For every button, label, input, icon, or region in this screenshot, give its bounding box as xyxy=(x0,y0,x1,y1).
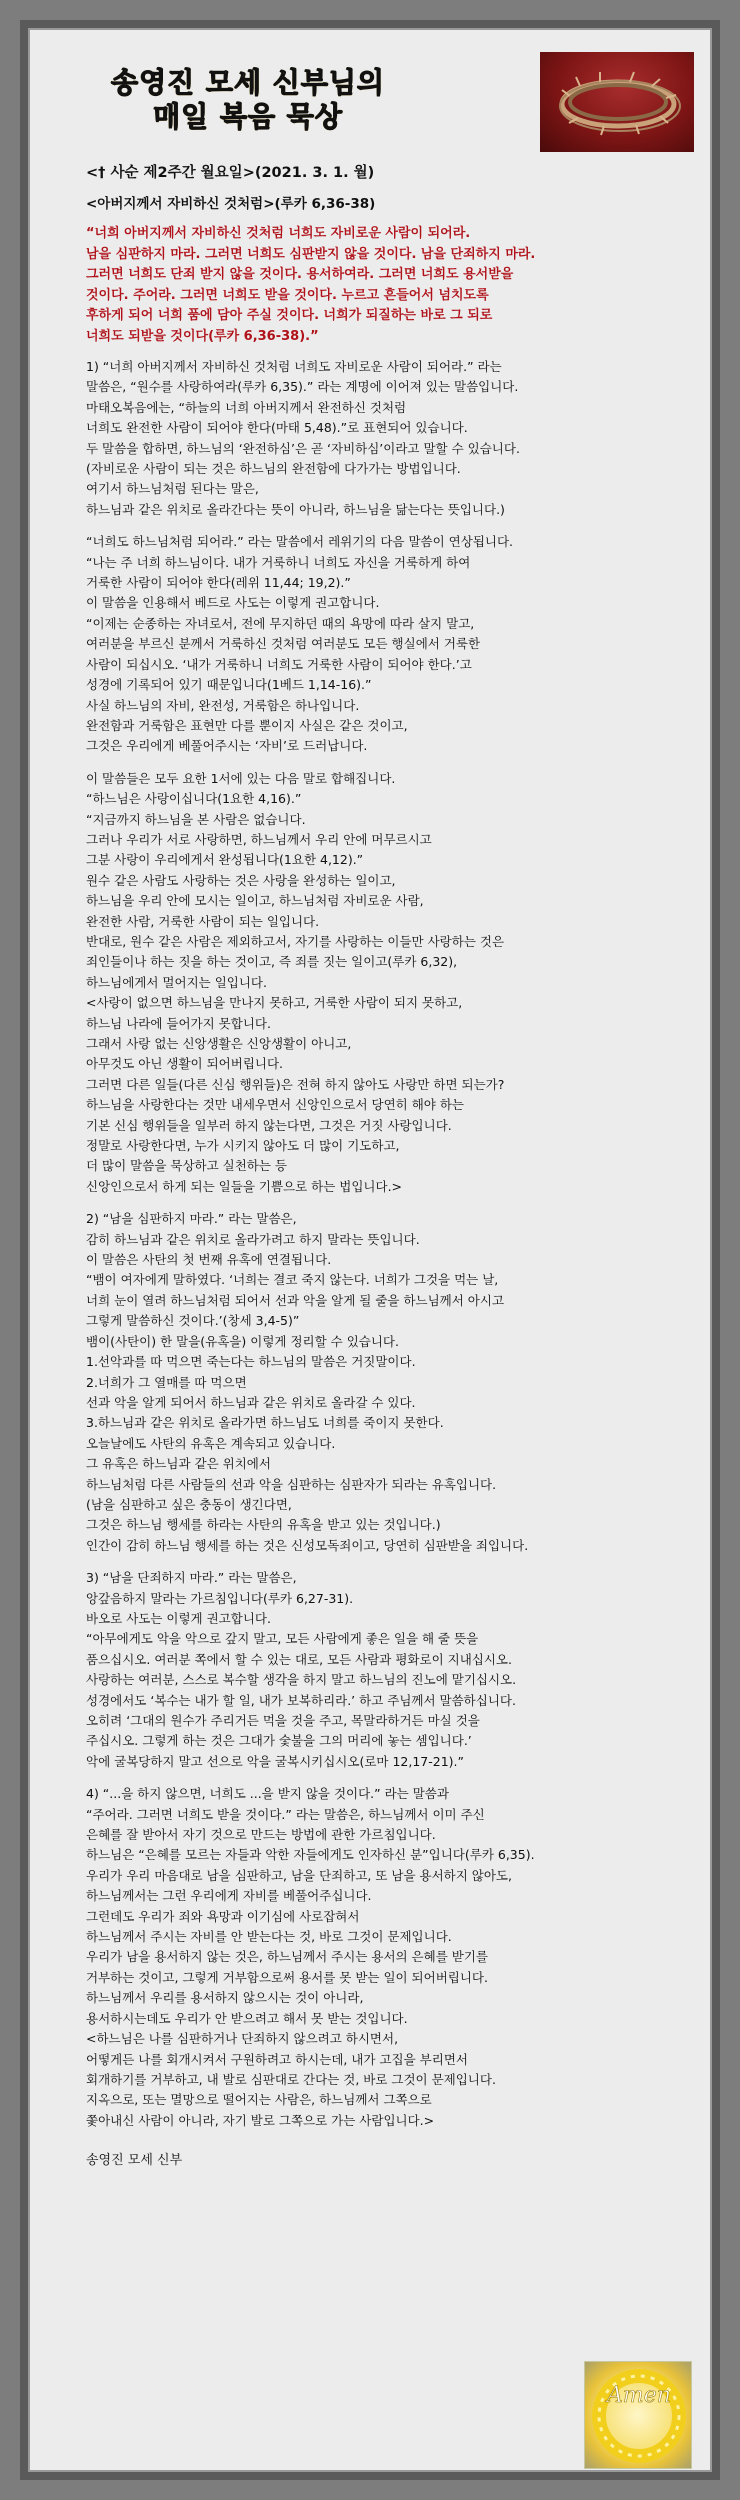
text-line: 여러분을 부르신 분께서 거룩하신 것처럼 여러분도 모든 행실에서 거룩한 xyxy=(86,636,481,652)
text-line: 바오로 사도는 이렇게 권고합니다. xyxy=(86,1610,271,1626)
text-line: 그것은 하느님 행세를 하라는 사탄의 유혹을 받고 있는 것입니다.) xyxy=(86,1517,441,1533)
header xyxy=(28,28,712,158)
page-title xyxy=(68,66,428,134)
text-line: 그러나 우리가 서로 사랑하면, 하느님께서 우리 안에 머무르시고 xyxy=(86,831,432,847)
text-line: <하느님은 나를 심판하거나 단죄하지 않으려고 하시면서, xyxy=(86,2031,399,2047)
text-line: 오히려 ‘그대의 원수가 주리거든 먹을 것을 주고, 목말라하거든 마실 것을 xyxy=(86,1713,480,1728)
amen-flower-wreath-icon xyxy=(584,2361,692,2469)
text-line: 사람이 되십시오. ‘내가 거룩하니 너희도 거룩한 사람이 되어야 한다.’고 xyxy=(86,656,472,672)
meditation-paragraph xyxy=(86,357,696,520)
page-frame xyxy=(20,20,720,2480)
text-line: 이 말씀들은 모두 요한 1서에 있는 다음 말로 합해집니다. xyxy=(86,770,396,786)
text-line: 우리가 남을 용서하지 않는 것은, 하느님께서 주시는 용서의 은혜를 받기를 xyxy=(86,1949,488,1965)
gospel-line: 그러면 너희도 단죄 받지 않을 것이다. 용서하여라. 그러면 너희도 용서받을 xyxy=(86,267,514,282)
text-line: (남을 심판하고 싶은 충동이 생긴다면, xyxy=(86,1496,292,1512)
date-line: <† 사순 제2주간 월요일>(2021. 3. 1. 월) xyxy=(86,165,375,181)
crown-of-thorns-icon xyxy=(540,52,694,152)
text-line: <사랑이 없으면 하느님을 만나지 못하고, 거룩한 사람이 되지 못하고, xyxy=(86,995,463,1011)
text-line: 지옥으로, 또는 멸망으로 떨어지는 사람은, 하느님께서 그쪽으로 xyxy=(86,2092,432,2108)
amen-text: Amen xyxy=(607,2383,671,2408)
text-line: 신앙인으로서 하게 되는 일들을 기쁨으로 하는 법입니다.> xyxy=(86,1178,403,1194)
text-line: 하느님은 “은혜를 모르는 자들과 악한 자들에게도 인자하신 분”입니다(루카 6,35). xyxy=(86,1847,535,1863)
text-line: 하느님께서 주시는 자비를 안 받는다는 것, 바로 그것이 문제입니다. xyxy=(86,1929,452,1945)
text-line: 3.하느님과 같은 위치로 올라가면 하느님도 너희를 죽이지 못한다. xyxy=(86,1415,444,1431)
text-line: “이제는 순종하는 자녀로서, 전에 무지하던 때의 욕망에 따라 살지 말고, xyxy=(86,615,475,631)
text-line: 1) “너희 아버지께서 자비하신 것처럼 너희도 자비로운 사람이 되어라.” 라는 xyxy=(86,359,502,374)
text-line: 완전한 사람, 거룩한 사람이 되는 일입니다. xyxy=(86,913,320,929)
text-line: 그런데도 우리가 죄와 욕망과 이기심에 사로잡혀서 xyxy=(86,1908,360,1924)
text-line: 그러면 다른 일들(다른 신심 행위들)은 전혀 하지 않아도 사랑만 하면 되는가? xyxy=(86,1076,505,1092)
text-line: 하느님에게서 멀어지는 일입니다. xyxy=(86,974,267,990)
text-line: 선과 악을 알게 되어서 하느님과 같은 위치로 올라갈 수 있다. xyxy=(86,1394,416,1410)
text-line: 원수 같은 사람도 사랑하는 것은 사랑을 완성하는 일이고, xyxy=(86,872,396,888)
title-line-1: 송영진 모세 신부님의 xyxy=(68,66,428,100)
content xyxy=(86,161,696,2168)
text-line: 감히 하느님과 같은 위치로 올라가려고 하지 말라는 뜻입니다. xyxy=(86,1231,420,1247)
text-line: “주어라. 그러면 너희도 받을 것이다.” 라는 말씀은, 하느님께서 이미 주신 xyxy=(86,1806,485,1822)
text-line: 더 많이 말씀을 묵상하고 실천하는 등 xyxy=(86,1158,287,1174)
gospel-line: 너희도 되받을 것이다(루카 6,36-38).” xyxy=(86,328,319,344)
text-line: 그 유혹은 하느님과 같은 위치에서 xyxy=(86,1456,271,1472)
gospel-reference: <아버지께서 자비하신 것처럼>(루카 6,36-38) xyxy=(86,196,376,212)
text-line: 성경에서도 ‘복수는 내가 할 일, 내가 보복하리라.’ 하고 주님께서 말씀하십니다. xyxy=(86,1692,516,1708)
text-line: 하느님을 우리 안에 모시는 일이고, 하느님처럼 자비로운 사람, xyxy=(86,893,424,909)
text-line: 사랑하는 여러분, 스스로 복수할 생각을 하지 말고 하느님의 진노에 맡기십시오. xyxy=(86,1672,517,1688)
text-line: 이 말씀을 인용해서 베드로 사도는 이렇게 권고합니다. xyxy=(86,595,380,611)
meditation-paragraph xyxy=(86,1209,696,1556)
text-line: 두 말씀을 합하면, 하느님의 ‘완전하심’은 곧 ‘자비하심’이라고 말할 수 있습니다. xyxy=(86,440,520,456)
text-line: 죄인들이나 하는 짓을 하는 것이고, 즉 죄를 짓는 일이고(루카 6,32), xyxy=(86,954,458,970)
text-line: 여기서 하느님처럼 된다는 말은, xyxy=(86,481,259,497)
text-line: 4) “...을 하지 않으면, 너희도 ...을 받지 않을 것이다.” 라는 말씀과 xyxy=(86,1786,449,1802)
text-line: 우리가 우리 마음대로 남을 심판하고, 남을 단죄하고, 또 남을 용서하지 않아도, xyxy=(86,1867,512,1883)
meditation-paragraph xyxy=(86,769,696,1198)
text-line: 하느님께서 우리를 용서하지 않으시는 것이 아니라, xyxy=(86,1990,364,2006)
text-line: 거부하는 것이고, 그렇게 거부함으로써 용서를 못 받는 일이 되어버립니다. xyxy=(86,1969,488,1985)
meditation-paragraph xyxy=(86,1784,696,2131)
text-line: 그렇게 말씀하신 것이다.’(창세 3,4-5)” xyxy=(86,1313,300,1329)
gospel-line: 남을 심판하지 마라. 그러면 너희도 심판받지 않을 것이다. 남을 단죄하지 마라. xyxy=(86,246,536,262)
text-line: 2) “남을 심판하지 마라.” 라는 말씀은, xyxy=(86,1211,297,1227)
text-line: 하느님을 사랑한다는 것만 내세우면서 신앙인으로서 당연히 해야 하는 xyxy=(86,1097,464,1113)
meditation-body xyxy=(86,357,696,2131)
text-line: 주십시오. 그렇게 하는 것은 그대가 숯불을 그의 머리에 놓는 셈입니다.’ xyxy=(86,1733,472,1749)
text-line: 정말로 사랑한다면, 누가 시키지 않아도 더 많이 기도하고, xyxy=(86,1138,400,1154)
text-line: 품으십시오. 여러분 쪽에서 할 수 있는 대로, 모든 사람과 평화로이 지내십시오. xyxy=(86,1651,512,1667)
gospel-line: 것이다. 주어라. 그러면 너희도 받을 것이다. 누르고 흔들어서 넘치도록 xyxy=(86,287,489,303)
text-line: 은혜를 잘 받아서 자기 것으로 만드는 방법에 관한 가르침입니다. xyxy=(86,1827,436,1843)
text-line: 그래서 사랑 없는 신앙생활은 신앙생활이 아니고, xyxy=(86,1036,352,1051)
text-line: 기본 신심 행위들을 일부러 하지 않는다면, 그것은 거짓 사랑입니다. xyxy=(86,1117,452,1133)
text-line: “너희도 하느님처럼 되어라.” 라는 말씀에서 레위기의 다음 말씀이 연상됩니다. xyxy=(86,534,514,550)
text-line: 아무것도 아닌 생활이 되어버립니다. xyxy=(86,1056,284,1072)
meditation-paragraph xyxy=(86,1568,696,1772)
text-line: 너희 눈이 열려 하느님처럼 되어서 선과 악을 알게 될 줄을 하느님께서 아시고 xyxy=(86,1292,505,1308)
text-line: 하느님께서는 그런 우리에게 자비를 베풀어주십니다. xyxy=(86,1888,372,1904)
text-line: 완전함과 거룩함은 표현만 다를 뿐이지 사실은 같은 것이고, xyxy=(86,717,408,733)
text-line: 하느님과 같은 위치로 올라간다는 뜻이 아니라, 하느님을 닮는다는 뜻입니다.) xyxy=(86,501,505,517)
text-line: 인간이 감히 하느님 행세를 하는 것은 신성모독죄이고, 당연히 심판받을 죄입니다. xyxy=(86,1537,529,1553)
text-line: “아무에게도 악을 악으로 갚지 말고, 모든 사람에게 좋은 일을 해 줄 뜻을 xyxy=(86,1631,479,1647)
text-line: 거룩한 사람이 되어야 한다(레위 11,44; 19,2).” xyxy=(86,575,351,591)
text-line: 사실 하느님의 자비, 완전성, 거룩함은 하나입니다. xyxy=(86,697,360,713)
gospel-line: 후하게 되어 너희 품에 담아 주실 것이다. 너희가 되질하는 바로 그 되로 xyxy=(86,308,493,323)
signature: 송영진 모세 신부 xyxy=(86,2153,183,2169)
text-line: 이 말씀은 사탄의 첫 번째 유혹에 연결됩니다. xyxy=(86,1252,332,1268)
text-line: 악에 굴복당하지 말고 선으로 악을 굴복시키십시오(로마 12,17-21).” xyxy=(86,1753,464,1769)
gospel-line: “너희 아버지께서 자비하신 것처럼 너희도 자비로운 사람이 되어라. xyxy=(86,226,471,241)
text-line: 어떻게든 나를 회개시켜서 구원하려고 하시는데, 내가 고집을 부리면서 xyxy=(86,2051,468,2067)
text-line: 반대로, 원수 같은 사람은 제외하고서, 자기를 사랑하는 이들만 사랑하는 것은 xyxy=(86,933,505,949)
text-line: 말씀은, “원수를 사랑하여라(루카 6,35).” 라는 계명에 이어져 있는 말씀입니다. xyxy=(86,379,519,395)
text-line: “지금까지 하느님을 본 사람은 없습니다. xyxy=(86,811,306,827)
text-line: 하느님 나라에 들어가지 못합니다. xyxy=(86,1015,271,1031)
text-line: 너희도 완전한 사람이 되어야 한다(마태 5,48).”로 표현되어 있습니다. xyxy=(86,420,468,436)
text-line: 마태오복음에는, “하늘의 너희 아버지께서 완전하신 것처럼 xyxy=(86,399,407,415)
text-line: 그것은 우리에게 베풀어주시는 ‘자비’로 드러납니다. xyxy=(86,738,368,754)
text-line: 성경에 기록되어 있기 때문입니다(1베드 1,14-16).” xyxy=(86,677,372,693)
text-line: 뱀이(사탄이) 한 말을(유혹을) 이렇게 정리할 수 있습니다. xyxy=(86,1333,399,1349)
text-line: 그분 사랑이 우리에게서 완성됩니다(1요한 4,12).” xyxy=(86,852,364,868)
text-line: 용서하시는데도 우리가 안 받으려고 해서 못 받는 것입니다. xyxy=(86,2010,408,2026)
text-line: (자비로운 사람이 되는 것은 하느님의 완전함에 다가가는 방법입니다. xyxy=(86,461,461,477)
text-line: 앙갚음하지 말라는 가르침입니다(루카 6,27-31). xyxy=(86,1590,354,1606)
meditation-paragraph xyxy=(86,532,696,756)
text-line: 쫓아내신 사람이 아니라, 자기 발로 그쪽으로 가는 사람입니다.> xyxy=(86,2112,435,2128)
text-line: 오늘날에도 사탄의 유혹은 계속되고 있습니다. xyxy=(86,1435,336,1451)
text-line: “나는 주 너희 하느님이다. 내가 거룩하니 너희도 자신을 거룩하게 하여 xyxy=(86,554,471,570)
title-line-2: 매일 복음 묵상 xyxy=(68,100,428,134)
text-line: “뱀이 여자에게 말하였다. ‘너희는 결코 죽지 않는다. 너희가 그것을 먹는 날, xyxy=(86,1272,499,1288)
text-line: “하느님은 사랑이십니다(1요한 4,16).” xyxy=(86,791,302,807)
text-line: 하느님처럼 다른 사람들의 선과 악을 심판하는 심판자가 되라는 유혹입니다. xyxy=(86,1476,497,1492)
text-line: 2.너희가 그 열매를 따 먹으면 xyxy=(86,1374,247,1390)
text-line: 회개하기를 거부하고, 내 발로 심판대로 간다는 것, 바로 그것이 문제입니다. xyxy=(86,2071,496,2087)
text-line: 1.선악과를 따 먹으면 죽는다는 하느님의 말씀은 거짓말이다. xyxy=(86,1354,416,1370)
text-line: 3) “남을 단죄하지 마라.” 라는 말씀은, xyxy=(86,1570,297,1586)
gospel-text xyxy=(86,224,696,347)
